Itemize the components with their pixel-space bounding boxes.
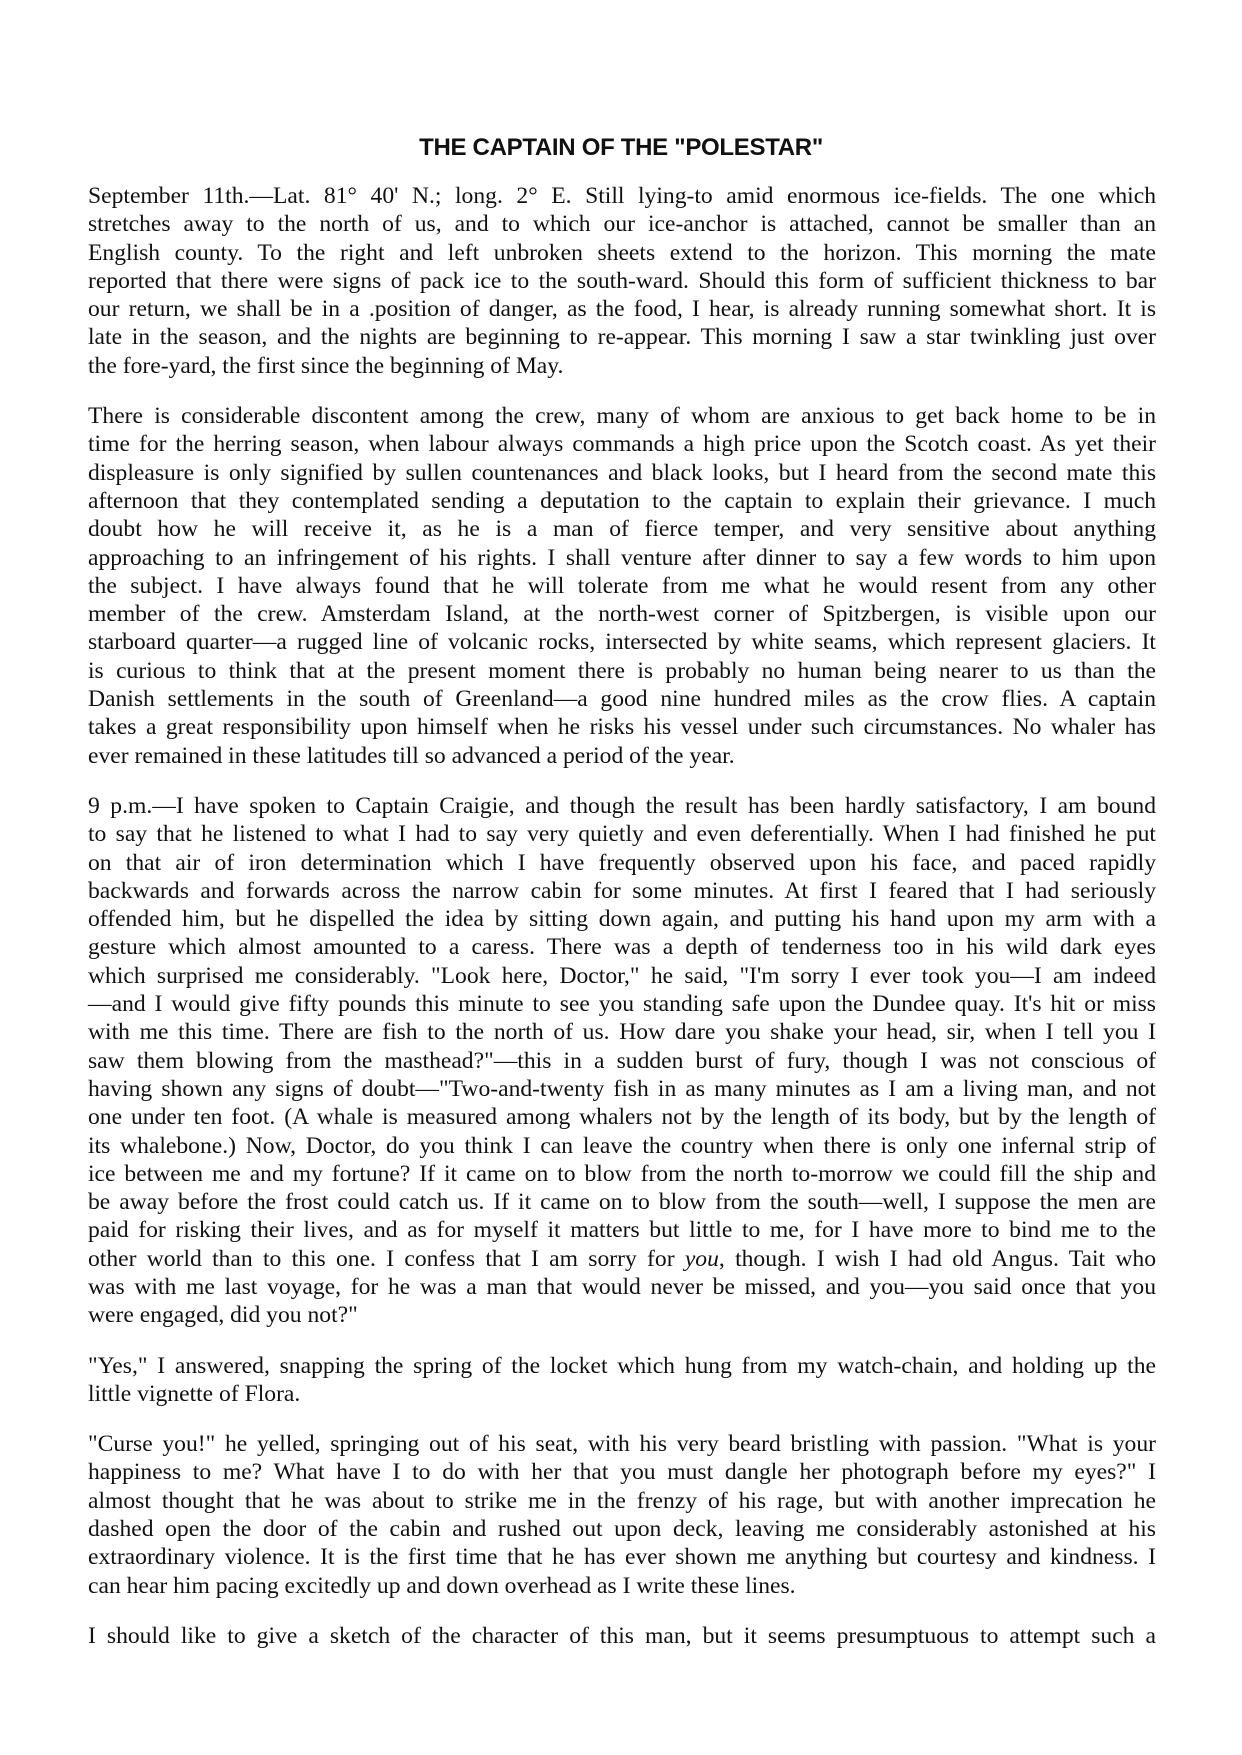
text-line-content: backwards and forwards across the narrow cabin for some minutes. At first I feared that I had seriously bbox=[88, 877, 1156, 904]
text-line-content: little vignette of Flora. bbox=[88, 1380, 301, 1407]
text-line bbox=[88, 1018, 1156, 1046]
text-line-content: "Curse you!" he yelled, springing out of his seat, with his very beard bristling with passion. "What is your bbox=[88, 1431, 1156, 1458]
text-run: other world than to this one. I confess that I am sorry for bbox=[88, 1245, 685, 1272]
text-line bbox=[88, 1160, 1156, 1188]
text-line-content: its whalebone.) Now, Doctor, do you think I can leave the country when there is only one infernal strip of bbox=[88, 1132, 1156, 1159]
text-line-content: There is considerable discontent among the crew, many of whom are anxious to get back home to be in bbox=[88, 403, 1156, 430]
text-line bbox=[88, 352, 1156, 380]
text-line-content: can hear him pacing excitedly up and down overhead as I write these lines. bbox=[88, 1572, 796, 1599]
text-line bbox=[88, 990, 1156, 1018]
text-line-content: I should like to give a sketch of the character of this man, but it seems presumptuous to attempt such a bbox=[88, 1622, 1156, 1649]
text-line bbox=[88, 239, 1156, 267]
text-line-content: the fore-yard, the first since the beginning of May. bbox=[88, 352, 564, 379]
text-line bbox=[88, 1188, 1156, 1216]
text-line-content: was with me last voyage, for he was a man that would never be missed, and you—you said once that you bbox=[88, 1273, 1156, 1300]
text-line-content: the subject. I have always found that he will tolerate from me what he would resent from any other bbox=[88, 572, 1156, 599]
text-line bbox=[88, 487, 1156, 515]
text-line bbox=[88, 713, 1156, 741]
text-line-content: happiness to me? What have I to do with her that you must dangle her photograph before my eyes?" I bbox=[88, 1459, 1156, 1486]
text-line-content bbox=[88, 1246, 1156, 1272]
text-line-content: having shown any signs of doubt—"Two-and-twenty fish in as many minutes as I am a living man, and not bbox=[88, 1075, 1156, 1102]
text-line-content: with me this time. There are fish to the north of us. How dare you shake your head, sir, when I tell you I bbox=[88, 1019, 1156, 1046]
text-line bbox=[88, 1103, 1156, 1131]
text-line bbox=[88, 628, 1156, 656]
text-line bbox=[88, 877, 1156, 905]
text-line-content: extraordinary violence. It is the first time that he has ever shown me anything but courtesy and kindness. I bbox=[88, 1544, 1156, 1571]
text-line bbox=[88, 267, 1156, 295]
text-line-content: offended him, but he dispelled the idea by sitting down again, and putting his hand upon my arm with a bbox=[88, 906, 1156, 933]
text-line bbox=[88, 685, 1156, 713]
text-line bbox=[88, 657, 1156, 685]
text-line-content: saw them blowing from the masthead?"—this in a sudden burst of fury, though I was not conscious of bbox=[88, 1047, 1156, 1074]
text-line-content: English county. To the right and left unbroken sheets extend to the horizon. This morning the mate bbox=[88, 239, 1156, 266]
text-line-content: to say that he listened to what I had to say very quietly and even deferentially. When I had finished he put bbox=[88, 821, 1156, 848]
text-line-content: on that air of iron determination which I have frequently observed upon his face, and paced rapidly bbox=[88, 849, 1156, 876]
text-line bbox=[88, 515, 1156, 543]
paragraph bbox=[88, 402, 1156, 770]
text-line bbox=[88, 600, 1156, 628]
paragraph bbox=[88, 1352, 1156, 1409]
text-line-content: gesture which almost amounted to a caress. There was a depth of tenderness too in his wild dark eyes bbox=[88, 934, 1156, 961]
text-line-content: is curious to think that at the present moment there is probably no human being nearer to us than the bbox=[88, 657, 1156, 684]
text-line bbox=[88, 1622, 1156, 1650]
text-line-content: takes a great responsibility upon himself when he risks his vessel under such circumstances. No whaler has bbox=[88, 714, 1156, 741]
text-line-content: Danish settlements in the south of Greenland—a good nine hundred miles as the crow flies. A captain bbox=[88, 686, 1156, 713]
text-line bbox=[88, 459, 1156, 487]
text-line bbox=[88, 1543, 1156, 1571]
paragraph bbox=[88, 792, 1156, 1330]
text-line bbox=[88, 1216, 1156, 1244]
text-line-content: which surprised me considerably. "Look here, Doctor," he said, "I'm sorry I ever took you—I am indeed bbox=[88, 962, 1156, 989]
text-line-content: late in the season, and the nights are beginning to re-appear. This morning I saw a star twinkling just over bbox=[88, 324, 1156, 351]
text-line bbox=[88, 1458, 1156, 1486]
text-line-content: member of the crew. Amsterdam Island, at the north-west corner of Spitzbergen, is visible upon our bbox=[88, 601, 1156, 628]
text-line bbox=[88, 1515, 1156, 1543]
paragraph bbox=[88, 1622, 1156, 1650]
text-line-content: dashed open the door of the cabin and rushed out upon deck, leaving me considerably astonished at his bbox=[88, 1516, 1156, 1543]
text-line bbox=[88, 210, 1156, 238]
text-line bbox=[88, 430, 1156, 458]
text-line bbox=[88, 182, 1156, 210]
text-line bbox=[88, 742, 1156, 770]
text-line-content: paid for risking their lives, and as for myself it matters but little to me, for I have more to bind me to the bbox=[88, 1217, 1156, 1244]
text-line-content: one under ten foot. (A whale is measured among whalers not by the length of its body, but by the length of bbox=[88, 1104, 1156, 1131]
text-line bbox=[88, 1487, 1156, 1515]
paragraph bbox=[88, 1430, 1156, 1600]
text-line-content: displeasure is only signified by sullen countenances and black looks, but I heard from the second mate this bbox=[88, 459, 1156, 486]
text-line bbox=[88, 1572, 1156, 1600]
text-line bbox=[88, 402, 1156, 430]
text-line bbox=[88, 1047, 1156, 1075]
paragraph bbox=[88, 182, 1156, 380]
text-line bbox=[88, 544, 1156, 572]
text-line bbox=[88, 1273, 1156, 1301]
text-line-content: stretches away to the north of us, and to which our ice-anchor is attached, cannot be smaller than an bbox=[88, 211, 1156, 238]
text-line-content: almost thought that he was about to strike me in the frenzy of his rage, but with another imprecation he bbox=[88, 1487, 1156, 1514]
text-line bbox=[88, 933, 1156, 961]
text-line-content: September 11th.—Lat. 81° 40' N.; long. 2° E. Still lying-to amid enormous ice-fields. The one which bbox=[88, 183, 1156, 209]
text-line bbox=[88, 792, 1156, 820]
text-line-content: doubt how he will receive it, as he is a man of fierce temper, and very sensitive about anything bbox=[88, 516, 1156, 543]
text-line-content: be away before the frost could catch us. If it came on to blow from the south—well, I suppose the men are bbox=[88, 1189, 1156, 1216]
text-line bbox=[88, 1132, 1156, 1160]
text-line-content: afternoon that they contemplated sending a deputation to the captain to explain their grievance. I much bbox=[88, 487, 1156, 514]
text-line-content: —and I would give fifty pounds this minute to see you standing safe upon the Dundee quay. It's hit or miss bbox=[88, 991, 1156, 1018]
text-run: , though. I wish I had old Angus. Tait who bbox=[718, 1245, 1156, 1272]
text-line bbox=[88, 295, 1156, 323]
text-line bbox=[88, 1352, 1156, 1380]
document-body bbox=[88, 182, 1156, 1672]
text-line-content: reported that there were signs of pack ice to the south-ward. Should this form of sufficient thickness to bar bbox=[88, 267, 1156, 294]
text-line bbox=[88, 1075, 1156, 1103]
emphasized-text: you bbox=[684, 1245, 719, 1272]
text-line bbox=[88, 1245, 1156, 1273]
text-line-content: time for the herring season, when labour always commands a high price upon the Scotch coast. As yet their bbox=[88, 431, 1156, 458]
text-line-content: 9 p.m.—I have spoken to Captain Craigie, and though the result has been hardly satisfactory, I am bound bbox=[88, 792, 1156, 819]
text-line bbox=[88, 905, 1156, 933]
text-line bbox=[88, 849, 1156, 877]
text-line-content: our return, we shall be in a .position of danger, as the food, I hear, is already running somewhat short. It is bbox=[88, 296, 1156, 323]
text-line-content: ever remained in these latitudes till so advanced a period of the year. bbox=[88, 742, 735, 769]
text-line bbox=[88, 323, 1156, 351]
text-line bbox=[88, 1380, 1156, 1408]
text-line bbox=[88, 962, 1156, 990]
document-title: THE CAPTAIN OF THE "POLESTAR" bbox=[419, 134, 823, 161]
text-line-content: were engaged, did you not?" bbox=[88, 1302, 358, 1329]
text-line bbox=[88, 572, 1156, 600]
text-line bbox=[88, 1301, 1156, 1329]
text-line-content: starboard quarter—a rugged line of volcanic rocks, intersected by white seams, which represent glaciers. It bbox=[88, 629, 1156, 656]
text-line-content: "Yes," I answered, snapping the spring of the locket which hung from my watch-chain, and holding up the bbox=[88, 1352, 1156, 1379]
text-line bbox=[88, 820, 1156, 848]
text-line-content: ice between me and my fortune? If it came on to blow from the north to-morrow we could fill the ship and bbox=[88, 1160, 1156, 1187]
text-line bbox=[88, 1430, 1156, 1458]
text-line-content: approaching to an infringement of his rights. I shall venture after dinner to say a few words to him upon bbox=[88, 544, 1156, 571]
